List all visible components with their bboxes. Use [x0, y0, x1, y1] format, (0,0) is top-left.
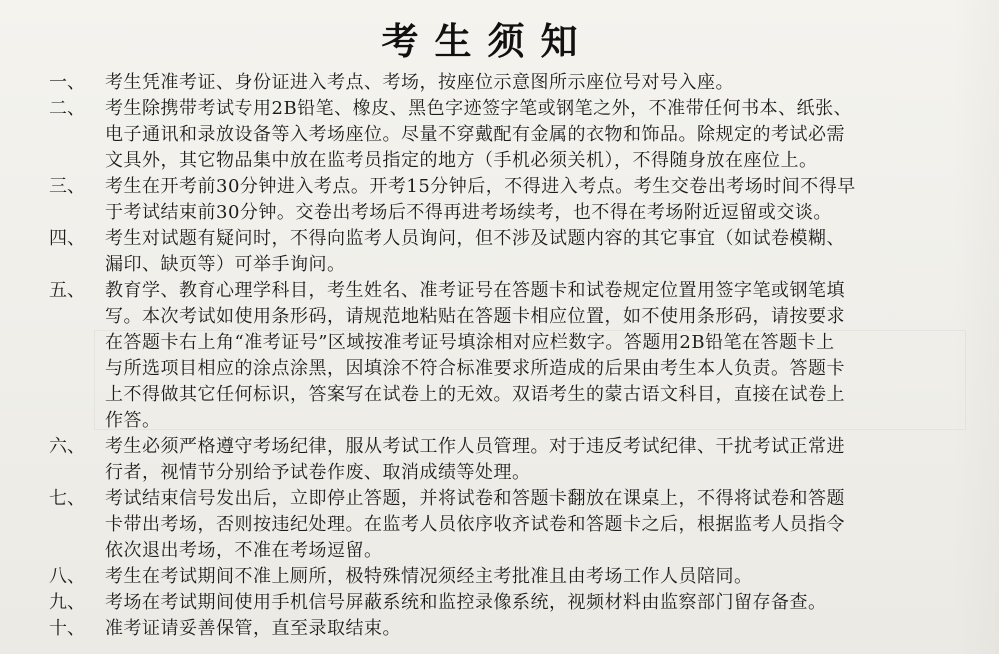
item-number: 六、	[49, 436, 85, 457]
text-line: 写。本次考试如使用条形码，请规范地粘贴在答题卡相应位置，如不使用条形码，请按要求	[105, 306, 845, 327]
notice-item-9	[49, 590, 929, 616]
text-line: 于考试结束前30分钟。交卷出考场后不得再进考场续考，也不得在考场附近逗留或交谈。	[105, 202, 832, 223]
item-text	[105, 174, 929, 226]
document-title: 考生须知	[381, 19, 594, 63]
notice-item-8	[49, 564, 929, 590]
text-line: 文具外，其它物品集中放在监考员指定的地方（手机必须关机），不得随身放在座位上。	[105, 150, 818, 171]
text-line: 卡带出考场，否则按违纪处理。在监考人员依序收齐试卷和答题卡之后，根据监考人员指令	[105, 514, 845, 535]
notice-item-4	[49, 226, 929, 278]
notice-item-1	[49, 70, 929, 96]
text-line: 考生在开考前30分钟进入考点。开考15分钟后，不得进入考点。考生交卷出考场时间不得早	[105, 176, 856, 197]
item-number: 五、	[49, 280, 85, 301]
notice-item-5	[49, 278, 929, 434]
item-number: 九、	[49, 592, 85, 613]
text-line: 准考证请妥善保管，直至录取结束。	[105, 618, 401, 639]
item-number: 四、	[49, 228, 85, 249]
item-number: 一、	[49, 72, 85, 93]
item-text	[105, 70, 929, 96]
item-number: 十、	[49, 618, 85, 639]
item-text	[105, 96, 929, 174]
item-number: 七、	[49, 488, 85, 509]
text-line: 在答题卡右上角“准考证号”区域按准考证号填涂相对应栏数字。答题用2B铅笔在答题卡上	[105, 332, 835, 353]
item-text	[105, 226, 929, 278]
item-text	[105, 486, 929, 564]
text-line: 与所选项目相应的涂点涂黑，因填涂不符合标准要求所造成的后果由考生本人负责。答题卡	[105, 358, 845, 379]
item-text	[105, 564, 929, 590]
text-line: 依次退出考场，不准在考场逗留。	[105, 540, 383, 561]
text-line: 考生对试题有疑问时，不得向监考人员询问，但不涉及试题内容的其它事宜（如试卷模糊、	[105, 228, 845, 249]
item-number: 三、	[49, 176, 85, 197]
notice-item-6	[49, 434, 929, 486]
notice-item-3	[49, 174, 929, 226]
item-number: 二、	[49, 98, 85, 119]
text-line: 漏印、缺页等）可举手询问。	[105, 254, 346, 275]
text-line: 考生除携带考试专用2B铅笔、橡皮、黑色字迹签字笔或钢笔之外，不准带任何书本、纸张、	[105, 98, 853, 119]
text-line: 考生凭准考证、身份证进入考点、考场，按座位示意图所示座位号对号入座。	[105, 72, 734, 93]
item-text	[105, 616, 929, 642]
text-line: 作答。	[105, 410, 161, 431]
text-line: 电子通讯和录放设备等入考场座位。尽量不穿戴配有金属的衣物和饰品。除规定的考试必需	[105, 124, 845, 145]
scan-shadow	[953, 0, 999, 654]
text-line: 上不得做其它任何标识，答案写在试卷上的无效。双语考生的蒙古语文科目，直接在试卷上	[105, 384, 845, 405]
item-text	[105, 434, 929, 486]
notice-item-2	[49, 96, 929, 174]
item-text	[105, 590, 929, 616]
notice-list	[49, 70, 929, 642]
notice-item-10	[49, 616, 929, 642]
text-line: 考生必须严格遵守考场纪律，服从考试工作人员管理。对于违反考试纪律、干扰考试正常进	[105, 436, 845, 457]
notice-item-7	[49, 486, 929, 564]
text-line: 教育学、教育心理学科目，考生姓名、准考证号在答题卡和试卷规定位置用签字笔或钢笔填	[105, 280, 845, 301]
text-line: 考场在考试期间使用手机信号屏蔽系统和监控录像系统，视频材料由监察部门留存备查。	[105, 592, 827, 613]
text-line: 考生在考试期间不准上厕所，极特殊情况须经主考批准且由考场工作人员陪同。	[105, 566, 753, 587]
item-text	[105, 278, 929, 434]
item-number: 八、	[49, 566, 85, 587]
text-line: 考试结束信号发出后，立即停止答题，并将试卷和答题卡翻放在课桌上，不得将试卷和答题	[105, 488, 845, 509]
text-line: 行者，视情节分别给予试卷作废、取消成绩等处理。	[105, 462, 531, 483]
